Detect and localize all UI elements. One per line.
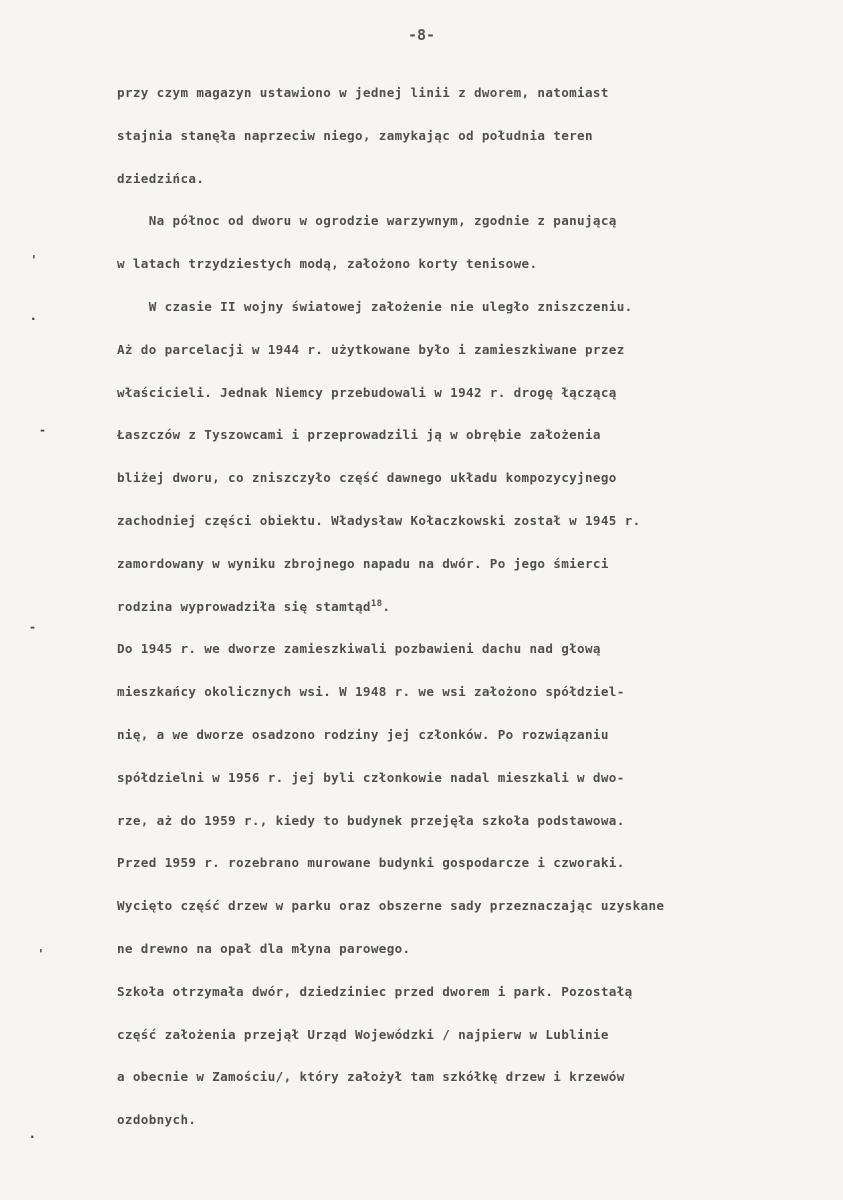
- footnote-reference: 18: [370, 598, 383, 609]
- text-line-with-footnote: [117, 592, 823, 635]
- text-line: przy czym magazyn ustawiono w jednej linii z dworem, natomiast: [117, 85, 609, 100]
- text-line: część założenia przejął Urząd Wojewódzki / najpierw w Lublinie: [117, 1026, 609, 1042]
- text-line: Szkoła otrzymała dwór, dziedziniec przed dworem i park. Pozostałą: [117, 983, 633, 999]
- body-text: [117, 78, 823, 1148]
- text-line: rze, aż do 1959 r., kiedy to budynek przejęła szkoła podstawowa.: [117, 812, 625, 828]
- text-line: zamordowany w wyniku zbrojnego napadu na dwór. Po jego śmierci: [117, 555, 609, 571]
- text-line: rodzina wyprowadziła się stamtąd: [117, 598, 371, 614]
- margin-mark-6: ·: [30, 1130, 35, 1144]
- text-line: Przed 1959 r. rozebrano murowane budynki gospodarcze i czworaki.: [117, 855, 625, 871]
- text-line: spółdzielni w 1956 r. jej byli członkowie nadal mieszkali w dwo-: [117, 769, 625, 785]
- margin-mark-4: -: [30, 620, 35, 634]
- margin-mark-3: -: [40, 423, 45, 437]
- text-line: W czasie II wojny światowej założenie nie uległo zniszczeniu.: [117, 298, 633, 314]
- text-line: Wycięto część drzew w parku oraz obszerne sady przeznaczając uzyskane: [117, 898, 665, 914]
- text-line: ne drewno na opał dla młyna parowego.: [117, 940, 411, 956]
- text-line: Łaszczów z Tyszowcami i przeprowadzili ją w obrębie założenia: [117, 427, 601, 443]
- text-line: stajnia stanęła naprzeciw niego, zamykając od południa teren: [117, 127, 593, 143]
- footnote-trailing-punctuation: .: [382, 598, 391, 614]
- text-line: właścicieli. Jednak Niemcy przebudowali w 1942 r. drogę łączącą: [117, 384, 617, 400]
- text-line: mieszkańcy okolicznych wsi. W 1948 r. we wsi założono spółdziel-: [117, 684, 625, 700]
- text-line: dziedzińca.: [117, 170, 205, 186]
- margin-mark-1: ': [32, 253, 36, 267]
- text-line: ozdobnych.: [117, 1112, 197, 1128]
- text-line: Do 1945 r. we dworze zamieszkiwali pozbawieni dachu nad głową: [117, 641, 601, 657]
- text-line: nię, a we dworze osadzono rodziny jej członków. Po rozwiązaniu: [117, 726, 609, 742]
- text-line: Na północ od dworu w ogrodzie warzywnym, zgodnie z panującą: [117, 213, 617, 229]
- text-line: Aż do parcelacji w 1944 r. użytkowane było i zamieszkiwane przez: [117, 341, 625, 357]
- text-line: a obecnie w Zamościu/, który założył tam szkółkę drzew i krzewów: [117, 1069, 625, 1085]
- margin-mark-2: ·: [31, 312, 36, 326]
- text-line: w latach trzydziestych modą, założono korty tenisowe.: [117, 256, 538, 272]
- text-line: zachodniej części obiektu. Władysław Kołaczkowski został w 1945 r.: [117, 512, 641, 528]
- margin-mark-5: ': [39, 947, 43, 961]
- text-line: bliżej dworu, co zniszczyło część dawnego układu kompozycyjnego: [117, 470, 617, 486]
- page-number: -8-: [407, 26, 436, 44]
